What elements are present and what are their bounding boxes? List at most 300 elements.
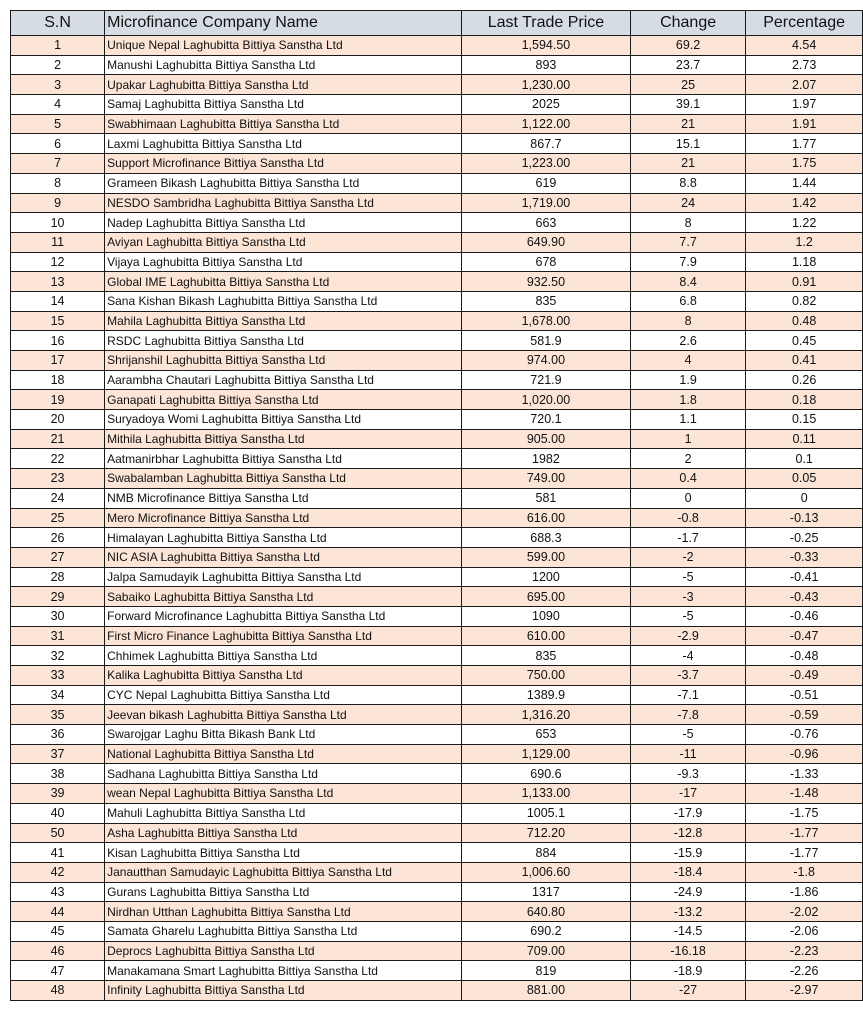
cell-percentage[interactable]: 0.45 bbox=[746, 331, 863, 351]
table-row bbox=[11, 882, 863, 902]
cell-percentage[interactable]: -0.76 bbox=[746, 725, 863, 745]
cell-company-name[interactable]: Manushi Laghubitta Bittiya Sanstha Ltd bbox=[105, 55, 462, 75]
header-company-name[interactable]: Microfinance Company Name bbox=[105, 11, 462, 36]
cell-change[interactable]: -14.5 bbox=[630, 921, 745, 941]
cell-company-name[interactable]: Gurans Laghubitta Bittiya Sanstha Ltd bbox=[105, 882, 462, 902]
cell-last-trade-price[interactable]: 616.00 bbox=[462, 508, 631, 528]
table-row bbox=[11, 902, 863, 922]
cell-company-name[interactable]: Asha Laghubitta Bittiya Sanstha Ltd bbox=[105, 823, 462, 843]
table-row bbox=[11, 95, 863, 115]
cell-percentage[interactable]: 0.15 bbox=[746, 410, 863, 430]
cell-sn[interactable]: 14 bbox=[11, 291, 105, 311]
cell-change[interactable]: 0 bbox=[630, 488, 745, 508]
cell-percentage[interactable]: 0.05 bbox=[746, 469, 863, 489]
cell-percentage[interactable]: -0.25 bbox=[746, 528, 863, 548]
table-row bbox=[11, 744, 863, 764]
table-row bbox=[11, 685, 863, 705]
table-row bbox=[11, 941, 863, 961]
cell-percentage[interactable]: -1.48 bbox=[746, 784, 863, 804]
cell-last-trade-price[interactable]: 619 bbox=[462, 173, 631, 193]
cell-company-name[interactable]: Infinity Laghubitta Bittiya Sanstha Ltd bbox=[105, 981, 462, 1001]
cell-sn[interactable]: 32 bbox=[11, 646, 105, 666]
cell-company-name[interactable]: Swabhimaan Laghubitta Bittiya Sanstha Ltd bbox=[105, 114, 462, 134]
cell-company-name[interactable]: First Micro Finance Laghubitta Bittiya Sanstha Ltd bbox=[105, 626, 462, 646]
cell-change[interactable]: 21 bbox=[630, 114, 745, 134]
cell-company-name[interactable]: Forward Microfinance Laghubitta Bittiya Sanstha Ltd bbox=[105, 606, 462, 626]
cell-change[interactable]: 2.6 bbox=[630, 331, 745, 351]
cell-company-name[interactable]: Samata Gharelu Laghubitta Bittiya Sanstha Ltd bbox=[105, 921, 462, 941]
cell-change[interactable]: 23.7 bbox=[630, 55, 745, 75]
cell-percentage[interactable]: -1.75 bbox=[746, 803, 863, 823]
table-row bbox=[11, 587, 863, 607]
table-row bbox=[11, 567, 863, 587]
cell-percentage[interactable]: 1.44 bbox=[746, 173, 863, 193]
table-row bbox=[11, 626, 863, 646]
cell-change[interactable]: 25 bbox=[630, 75, 745, 95]
cell-change[interactable]: -24.9 bbox=[630, 882, 745, 902]
cell-change[interactable]: -17 bbox=[630, 784, 745, 804]
cell-company-name[interactable]: Swarojgar Laghu Bitta Bikash Bank Ltd bbox=[105, 725, 462, 745]
cell-last-trade-price[interactable]: 709.00 bbox=[462, 941, 631, 961]
cell-last-trade-price[interactable]: 1,129.00 bbox=[462, 744, 631, 764]
cell-sn[interactable]: 8 bbox=[11, 173, 105, 193]
cell-percentage[interactable]: -1.77 bbox=[746, 823, 863, 843]
cell-change[interactable]: 21 bbox=[630, 154, 745, 174]
cell-percentage[interactable]: 1.2 bbox=[746, 232, 863, 252]
cell-company-name[interactable]: Support Microfinance Bittiya Sanstha Ltd bbox=[105, 154, 462, 174]
cell-company-name[interactable]: Swabalamban Laghubitta Bittiya Sanstha Ltd bbox=[105, 469, 462, 489]
table-row bbox=[11, 36, 863, 56]
cell-change[interactable]: -5 bbox=[630, 725, 745, 745]
table-row bbox=[11, 862, 863, 882]
cell-last-trade-price[interactable]: 581 bbox=[462, 488, 631, 508]
cell-percentage[interactable]: -0.13 bbox=[746, 508, 863, 528]
cell-sn[interactable]: 13 bbox=[11, 272, 105, 292]
cell-company-name[interactable]: Nirdhan Utthan Laghubitta Bittiya Sanstha Ltd bbox=[105, 902, 462, 922]
cell-company-name[interactable]: Deprocs Laghubitta Bittiya Sanstha Ltd bbox=[105, 941, 462, 961]
cell-change[interactable]: 1.9 bbox=[630, 370, 745, 390]
table-row bbox=[11, 469, 863, 489]
cell-sn[interactable]: 1 bbox=[11, 36, 105, 56]
cell-percentage[interactable]: 0.1 bbox=[746, 449, 863, 469]
table-row bbox=[11, 410, 863, 430]
cell-change[interactable]: -1.7 bbox=[630, 528, 745, 548]
cell-sn[interactable]: 27 bbox=[11, 547, 105, 567]
table-row bbox=[11, 961, 863, 981]
cell-sn[interactable]: 47 bbox=[11, 961, 105, 981]
cell-percentage[interactable]: 1.75 bbox=[746, 154, 863, 174]
cell-last-trade-price[interactable]: 1,230.00 bbox=[462, 75, 631, 95]
cell-company-name[interactable]: Kisan Laghubitta Bittiya Sanstha Ltd bbox=[105, 843, 462, 863]
cell-last-trade-price[interactable]: 720.1 bbox=[462, 410, 631, 430]
cell-change[interactable]: 7.7 bbox=[630, 232, 745, 252]
table-row bbox=[11, 803, 863, 823]
cell-last-trade-price[interactable]: 1,223.00 bbox=[462, 154, 631, 174]
cell-last-trade-price[interactable]: 932.50 bbox=[462, 272, 631, 292]
cell-percentage[interactable]: 2.73 bbox=[746, 55, 863, 75]
cell-last-trade-price[interactable]: 884 bbox=[462, 843, 631, 863]
cell-last-trade-price[interactable]: 835 bbox=[462, 646, 631, 666]
table-row bbox=[11, 843, 863, 863]
cell-percentage[interactable]: -0.49 bbox=[746, 666, 863, 686]
cell-change[interactable]: -27 bbox=[630, 981, 745, 1001]
header-sn[interactable]: S.N bbox=[11, 11, 105, 36]
table-row bbox=[11, 646, 863, 666]
cell-percentage[interactable]: 0.41 bbox=[746, 351, 863, 371]
cell-last-trade-price[interactable]: 893 bbox=[462, 55, 631, 75]
header-last-trade-price[interactable]: Last Trade Price bbox=[462, 11, 631, 36]
table-row bbox=[11, 764, 863, 784]
cell-percentage[interactable]: -2.23 bbox=[746, 941, 863, 961]
cell-sn[interactable]: 25 bbox=[11, 508, 105, 528]
table-row bbox=[11, 705, 863, 725]
cell-percentage[interactable]: 0.26 bbox=[746, 370, 863, 390]
cell-last-trade-price[interactable]: 581.9 bbox=[462, 331, 631, 351]
cell-change[interactable]: 1.1 bbox=[630, 410, 745, 430]
cell-percentage[interactable]: 1.97 bbox=[746, 95, 863, 115]
cell-percentage[interactable]: -1.33 bbox=[746, 764, 863, 784]
cell-last-trade-price[interactable]: 688.3 bbox=[462, 528, 631, 548]
table-row bbox=[11, 213, 863, 233]
cell-change[interactable]: -3 bbox=[630, 587, 745, 607]
cell-last-trade-price[interactable]: 1,133.00 bbox=[462, 784, 631, 804]
cell-last-trade-price[interactable]: 1200 bbox=[462, 567, 631, 587]
table-row bbox=[11, 272, 863, 292]
cell-percentage[interactable]: -1.8 bbox=[746, 862, 863, 882]
cell-company-name[interactable]: Upakar Laghubitta Bittiya Sanstha Ltd bbox=[105, 75, 462, 95]
table-row bbox=[11, 390, 863, 410]
cell-sn[interactable]: 26 bbox=[11, 528, 105, 548]
cell-sn[interactable]: 4 bbox=[11, 95, 105, 115]
cell-sn[interactable]: 21 bbox=[11, 429, 105, 449]
cell-sn[interactable]: 38 bbox=[11, 764, 105, 784]
cell-last-trade-price[interactable]: 819 bbox=[462, 961, 631, 981]
cell-last-trade-price[interactable]: 1,316.20 bbox=[462, 705, 631, 725]
cell-company-name[interactable]: Samaj Laghubitta Bittiya Sanstha Ltd bbox=[105, 95, 462, 115]
cell-last-trade-price[interactable]: 1005.1 bbox=[462, 803, 631, 823]
cell-sn[interactable]: 43 bbox=[11, 882, 105, 902]
table-row bbox=[11, 55, 863, 75]
cell-company-name[interactable]: Sabaiko Laghubitta Bittiya Sanstha Ltd bbox=[105, 587, 462, 607]
table-row bbox=[11, 331, 863, 351]
cell-company-name[interactable]: CYC Nepal Laghubitta Bittiya Sanstha Ltd bbox=[105, 685, 462, 705]
table-row bbox=[11, 921, 863, 941]
cell-last-trade-price[interactable]: 1,719.00 bbox=[462, 193, 631, 213]
cell-change[interactable]: -7.8 bbox=[630, 705, 745, 725]
cell-last-trade-price[interactable]: 1,006.60 bbox=[462, 862, 631, 882]
cell-sn[interactable]: 15 bbox=[11, 311, 105, 331]
cell-sn[interactable]: 36 bbox=[11, 725, 105, 745]
table-row bbox=[11, 291, 863, 311]
cell-sn[interactable]: 7 bbox=[11, 154, 105, 174]
cell-sn[interactable]: 3 bbox=[11, 75, 105, 95]
cell-last-trade-price[interactable]: 690.2 bbox=[462, 921, 631, 941]
cell-company-name[interactable]: Manakamana Smart Laghubitta Bittiya Sanstha Ltd bbox=[105, 961, 462, 981]
cell-change[interactable]: -2 bbox=[630, 547, 745, 567]
cell-change[interactable]: 24 bbox=[630, 193, 745, 213]
cell-change[interactable]: -3.7 bbox=[630, 666, 745, 686]
cell-company-name[interactable]: Janautthan Samudayic Laghubitta Bittiya Sanstha Ltd bbox=[105, 862, 462, 882]
cell-change[interactable]: 39.1 bbox=[630, 95, 745, 115]
cell-last-trade-price[interactable]: 867.7 bbox=[462, 134, 631, 154]
cell-last-trade-price[interactable]: 835 bbox=[462, 291, 631, 311]
cell-change[interactable]: -5 bbox=[630, 606, 745, 626]
cell-sn[interactable]: 33 bbox=[11, 666, 105, 686]
cell-percentage[interactable]: 1.42 bbox=[746, 193, 863, 213]
cell-sn[interactable]: 29 bbox=[11, 587, 105, 607]
cell-change[interactable]: 8 bbox=[630, 311, 745, 331]
cell-company-name[interactable]: NMB Microfinance Bittiya Sanstha Ltd bbox=[105, 488, 462, 508]
cell-last-trade-price[interactable]: 2025 bbox=[462, 95, 631, 115]
cell-company-name[interactable]: Mithila Laghubitta Bittiya Sanstha Ltd bbox=[105, 429, 462, 449]
cell-company-name[interactable]: Grameen Bikash Laghubitta Bittiya Sanstha Ltd bbox=[105, 173, 462, 193]
cell-change[interactable]: -13.2 bbox=[630, 902, 745, 922]
table-body bbox=[11, 36, 863, 1001]
spreadsheet bbox=[10, 10, 863, 1001]
table-row bbox=[11, 528, 863, 548]
cell-last-trade-price[interactable]: 712.20 bbox=[462, 823, 631, 843]
cell-sn[interactable]: 19 bbox=[11, 390, 105, 410]
cell-sn[interactable]: 9 bbox=[11, 193, 105, 213]
table-row bbox=[11, 232, 863, 252]
cell-company-name[interactable]: Suryadoya Womi Laghubitta Bittiya Sanstha Ltd bbox=[105, 410, 462, 430]
cell-last-trade-price[interactable]: 905.00 bbox=[462, 429, 631, 449]
cell-percentage[interactable]: 0.82 bbox=[746, 291, 863, 311]
cell-change[interactable]: -7.1 bbox=[630, 685, 745, 705]
cell-change[interactable]: -12.8 bbox=[630, 823, 745, 843]
cell-change[interactable]: -2.9 bbox=[630, 626, 745, 646]
cell-sn[interactable]: 39 bbox=[11, 784, 105, 804]
cell-company-name[interactable]: Aarambha Chautari Laghubitta Bittiya Sanstha Ltd bbox=[105, 370, 462, 390]
cell-change[interactable]: 15.1 bbox=[630, 134, 745, 154]
cell-last-trade-price[interactable]: 695.00 bbox=[462, 587, 631, 607]
cell-sn[interactable]: 37 bbox=[11, 744, 105, 764]
cell-last-trade-price[interactable]: 663 bbox=[462, 213, 631, 233]
table-row bbox=[11, 114, 863, 134]
cell-sn[interactable]: 45 bbox=[11, 921, 105, 941]
cell-percentage[interactable]: 0.11 bbox=[746, 429, 863, 449]
cell-percentage[interactable]: -0.41 bbox=[746, 567, 863, 587]
cell-percentage[interactable]: 1.91 bbox=[746, 114, 863, 134]
table-row bbox=[11, 134, 863, 154]
cell-company-name[interactable]: Mahuli Laghubitta Bittiya Sanstha Ltd bbox=[105, 803, 462, 823]
cell-sn[interactable]: 24 bbox=[11, 488, 105, 508]
cell-company-name[interactable]: Nadep Laghubitta Bittiya Sanstha Ltd bbox=[105, 213, 462, 233]
header-row bbox=[11, 11, 863, 36]
cell-sn[interactable]: 34 bbox=[11, 685, 105, 705]
cell-company-name[interactable]: Aatmanirbhar Laghubitta Bittiya Sanstha Ltd bbox=[105, 449, 462, 469]
cell-sn[interactable]: 5 bbox=[11, 114, 105, 134]
header-percentage[interactable]: Percentage bbox=[746, 11, 863, 36]
cell-last-trade-price[interactable]: 1,020.00 bbox=[462, 390, 631, 410]
cell-change[interactable]: 1.8 bbox=[630, 390, 745, 410]
cell-change[interactable]: 0.4 bbox=[630, 469, 745, 489]
cell-change[interactable]: 8.4 bbox=[630, 272, 745, 292]
table-row bbox=[11, 981, 863, 1001]
cell-percentage[interactable]: 4.54 bbox=[746, 36, 863, 56]
cell-sn[interactable]: 28 bbox=[11, 567, 105, 587]
cell-last-trade-price[interactable]: 640.80 bbox=[462, 902, 631, 922]
table-row bbox=[11, 666, 863, 686]
cell-change[interactable]: -0.8 bbox=[630, 508, 745, 528]
cell-sn[interactable]: 17 bbox=[11, 351, 105, 371]
cell-sn[interactable]: 22 bbox=[11, 449, 105, 469]
cell-change[interactable]: 4 bbox=[630, 351, 745, 371]
cell-sn[interactable]: 12 bbox=[11, 252, 105, 272]
cell-change[interactable]: -16.18 bbox=[630, 941, 745, 961]
microfinance-table bbox=[10, 10, 863, 1001]
cell-percentage[interactable]: 0 bbox=[746, 488, 863, 508]
cell-sn[interactable]: 23 bbox=[11, 469, 105, 489]
cell-last-trade-price[interactable]: 1090 bbox=[462, 606, 631, 626]
table-row bbox=[11, 449, 863, 469]
cell-last-trade-price[interactable]: 1389.9 bbox=[462, 685, 631, 705]
cell-last-trade-price[interactable]: 974.00 bbox=[462, 351, 631, 371]
cell-company-name[interactable]: Jeevan bikash Laghubitta Bittiya Sanstha Ltd bbox=[105, 705, 462, 725]
cell-percentage[interactable]: 0.18 bbox=[746, 390, 863, 410]
cell-last-trade-price[interactable]: 1317 bbox=[462, 882, 631, 902]
cell-change[interactable]: -18.9 bbox=[630, 961, 745, 981]
cell-company-name[interactable]: RSDC Laghubitta Bittiya Sanstha Ltd bbox=[105, 331, 462, 351]
cell-change[interactable]: -11 bbox=[630, 744, 745, 764]
cell-change[interactable]: 69.2 bbox=[630, 36, 745, 56]
cell-company-name[interactable]: Laxmi Laghubitta Bittiya Sanstha Ltd bbox=[105, 134, 462, 154]
table-row bbox=[11, 547, 863, 567]
cell-company-name[interactable]: Global IME Laghubitta Bittiya Sanstha Ltd bbox=[105, 272, 462, 292]
cell-company-name[interactable]: Vijaya Laghubitta Bittiya Sanstha Ltd bbox=[105, 252, 462, 272]
cell-change[interactable]: 1 bbox=[630, 429, 745, 449]
cell-sn[interactable]: 16 bbox=[11, 331, 105, 351]
cell-last-trade-price[interactable]: 649.90 bbox=[462, 232, 631, 252]
cell-last-trade-price[interactable]: 721.9 bbox=[462, 370, 631, 390]
cell-last-trade-price[interactable]: 750.00 bbox=[462, 666, 631, 686]
cell-company-name[interactable]: Shrijanshil Laghubitta Bittiya Sanstha Ltd bbox=[105, 351, 462, 371]
cell-percentage[interactable]: -0.96 bbox=[746, 744, 863, 764]
cell-percentage[interactable]: -0.43 bbox=[746, 587, 863, 607]
cell-percentage[interactable]: 0.48 bbox=[746, 311, 863, 331]
table-row bbox=[11, 508, 863, 528]
cell-sn[interactable]: 30 bbox=[11, 606, 105, 626]
table-row bbox=[11, 154, 863, 174]
table-row bbox=[11, 488, 863, 508]
cell-last-trade-price[interactable]: 1,122.00 bbox=[462, 114, 631, 134]
cell-percentage[interactable]: 1.22 bbox=[746, 213, 863, 233]
cell-percentage[interactable]: -0.51 bbox=[746, 685, 863, 705]
cell-sn[interactable]: 18 bbox=[11, 370, 105, 390]
cell-last-trade-price[interactable]: 690.6 bbox=[462, 764, 631, 784]
table-row bbox=[11, 252, 863, 272]
cell-change[interactable]: 8 bbox=[630, 213, 745, 233]
cell-change[interactable]: 7.9 bbox=[630, 252, 745, 272]
cell-last-trade-price[interactable]: 749.00 bbox=[462, 469, 631, 489]
cell-last-trade-price[interactable]: 653 bbox=[462, 725, 631, 745]
cell-change[interactable]: -18.4 bbox=[630, 862, 745, 882]
table-row bbox=[11, 606, 863, 626]
cell-percentage[interactable]: 2.07 bbox=[746, 75, 863, 95]
cell-sn[interactable]: 2 bbox=[11, 55, 105, 75]
cell-company-name[interactable]: Jalpa Samudayik Laghubitta Bittiya Sanstha Ltd bbox=[105, 567, 462, 587]
cell-sn[interactable]: 10 bbox=[11, 213, 105, 233]
header-change[interactable]: Change bbox=[630, 11, 745, 36]
cell-sn[interactable]: 41 bbox=[11, 843, 105, 863]
cell-company-name[interactable]: NESDO Sambridha Laghubitta Bittiya Sanstha Ltd bbox=[105, 193, 462, 213]
table-row bbox=[11, 193, 863, 213]
cell-percentage[interactable]: -2.26 bbox=[746, 961, 863, 981]
cell-company-name[interactable]: National Laghubitta Bittiya Sanstha Ltd bbox=[105, 744, 462, 764]
cell-percentage[interactable]: -0.59 bbox=[746, 705, 863, 725]
cell-change[interactable]: -9.3 bbox=[630, 764, 745, 784]
cell-sn[interactable]: 11 bbox=[11, 232, 105, 252]
table-row bbox=[11, 75, 863, 95]
cell-company-name[interactable]: Sana Kishan Bikash Laghubitta Bittiya Sanstha Ltd bbox=[105, 291, 462, 311]
cell-sn[interactable]: 20 bbox=[11, 410, 105, 430]
cell-percentage[interactable]: -2.06 bbox=[746, 921, 863, 941]
cell-company-name[interactable]: Aviyan Laghubitta Bittiya Sanstha Ltd bbox=[105, 232, 462, 252]
cell-company-name[interactable]: Kalika Laghubitta Bittiya Sanstha Ltd bbox=[105, 666, 462, 686]
cell-last-trade-price[interactable]: 1982 bbox=[462, 449, 631, 469]
cell-company-name[interactable]: NIC ASIA Laghubitta Bittiya Sanstha Ltd bbox=[105, 547, 462, 567]
cell-sn[interactable]: 40 bbox=[11, 803, 105, 823]
cell-sn[interactable]: 42 bbox=[11, 862, 105, 882]
cell-percentage[interactable]: -0.48 bbox=[746, 646, 863, 666]
cell-percentage[interactable]: -0.46 bbox=[746, 606, 863, 626]
cell-change[interactable]: 6.8 bbox=[630, 291, 745, 311]
cell-company-name[interactable]: Unique Nepal Laghubitta Bittiya Sanstha Ltd bbox=[105, 36, 462, 56]
cell-percentage[interactable]: -1.86 bbox=[746, 882, 863, 902]
cell-sn[interactable]: 35 bbox=[11, 705, 105, 725]
cell-company-name[interactable]: Ganapati Laghubitta Bittiya Sanstha Ltd bbox=[105, 390, 462, 410]
table-row bbox=[11, 429, 863, 449]
cell-change[interactable]: -17.9 bbox=[630, 803, 745, 823]
cell-company-name[interactable]: wean Nepal Laghubitta Bittiya Sanstha Ltd bbox=[105, 784, 462, 804]
cell-change[interactable]: 8.8 bbox=[630, 173, 745, 193]
cell-percentage[interactable]: -0.33 bbox=[746, 547, 863, 567]
table-row bbox=[11, 823, 863, 843]
cell-company-name[interactable]: Mahila Laghubitta Bittiya Sanstha Ltd bbox=[105, 311, 462, 331]
cell-change[interactable]: 2 bbox=[630, 449, 745, 469]
cell-last-trade-price[interactable]: 1,678.00 bbox=[462, 311, 631, 331]
table-row bbox=[11, 311, 863, 331]
table-row bbox=[11, 173, 863, 193]
cell-percentage[interactable]: -2.02 bbox=[746, 902, 863, 922]
cell-last-trade-price[interactable]: 881.00 bbox=[462, 981, 631, 1001]
cell-company-name[interactable]: Sadhana Laghubitta Bittiya Sanstha Ltd bbox=[105, 764, 462, 784]
cell-change[interactable]: -5 bbox=[630, 567, 745, 587]
table-row bbox=[11, 351, 863, 371]
cell-percentage[interactable]: 1.77 bbox=[746, 134, 863, 154]
cell-percentage[interactable]: -0.47 bbox=[746, 626, 863, 646]
cell-sn[interactable]: 50 bbox=[11, 823, 105, 843]
cell-sn[interactable]: 44 bbox=[11, 902, 105, 922]
cell-sn[interactable]: 46 bbox=[11, 941, 105, 961]
cell-percentage[interactable]: -2.97 bbox=[746, 981, 863, 1001]
cell-company-name[interactable]: Mero Microfinance Bittiya Sanstha Ltd bbox=[105, 508, 462, 528]
cell-sn[interactable]: 6 bbox=[11, 134, 105, 154]
cell-percentage[interactable]: 1.18 bbox=[746, 252, 863, 272]
cell-last-trade-price[interactable]: 1,594.50 bbox=[462, 36, 631, 56]
cell-company-name[interactable]: Chhimek Laghubitta Bittiya Sanstha Ltd bbox=[105, 646, 462, 666]
cell-sn[interactable]: 48 bbox=[11, 981, 105, 1001]
cell-last-trade-price[interactable]: 678 bbox=[462, 252, 631, 272]
cell-company-name[interactable]: Himalayan Laghubitta Bittiya Sanstha Ltd bbox=[105, 528, 462, 548]
cell-last-trade-price[interactable]: 599.00 bbox=[462, 547, 631, 567]
cell-percentage[interactable]: 0.91 bbox=[746, 272, 863, 292]
cell-change[interactable]: -15.9 bbox=[630, 843, 745, 863]
cell-change[interactable]: -4 bbox=[630, 646, 745, 666]
cell-sn[interactable]: 31 bbox=[11, 626, 105, 646]
cell-last-trade-price[interactable]: 610.00 bbox=[462, 626, 631, 646]
cell-percentage[interactable]: -1.77 bbox=[746, 843, 863, 863]
